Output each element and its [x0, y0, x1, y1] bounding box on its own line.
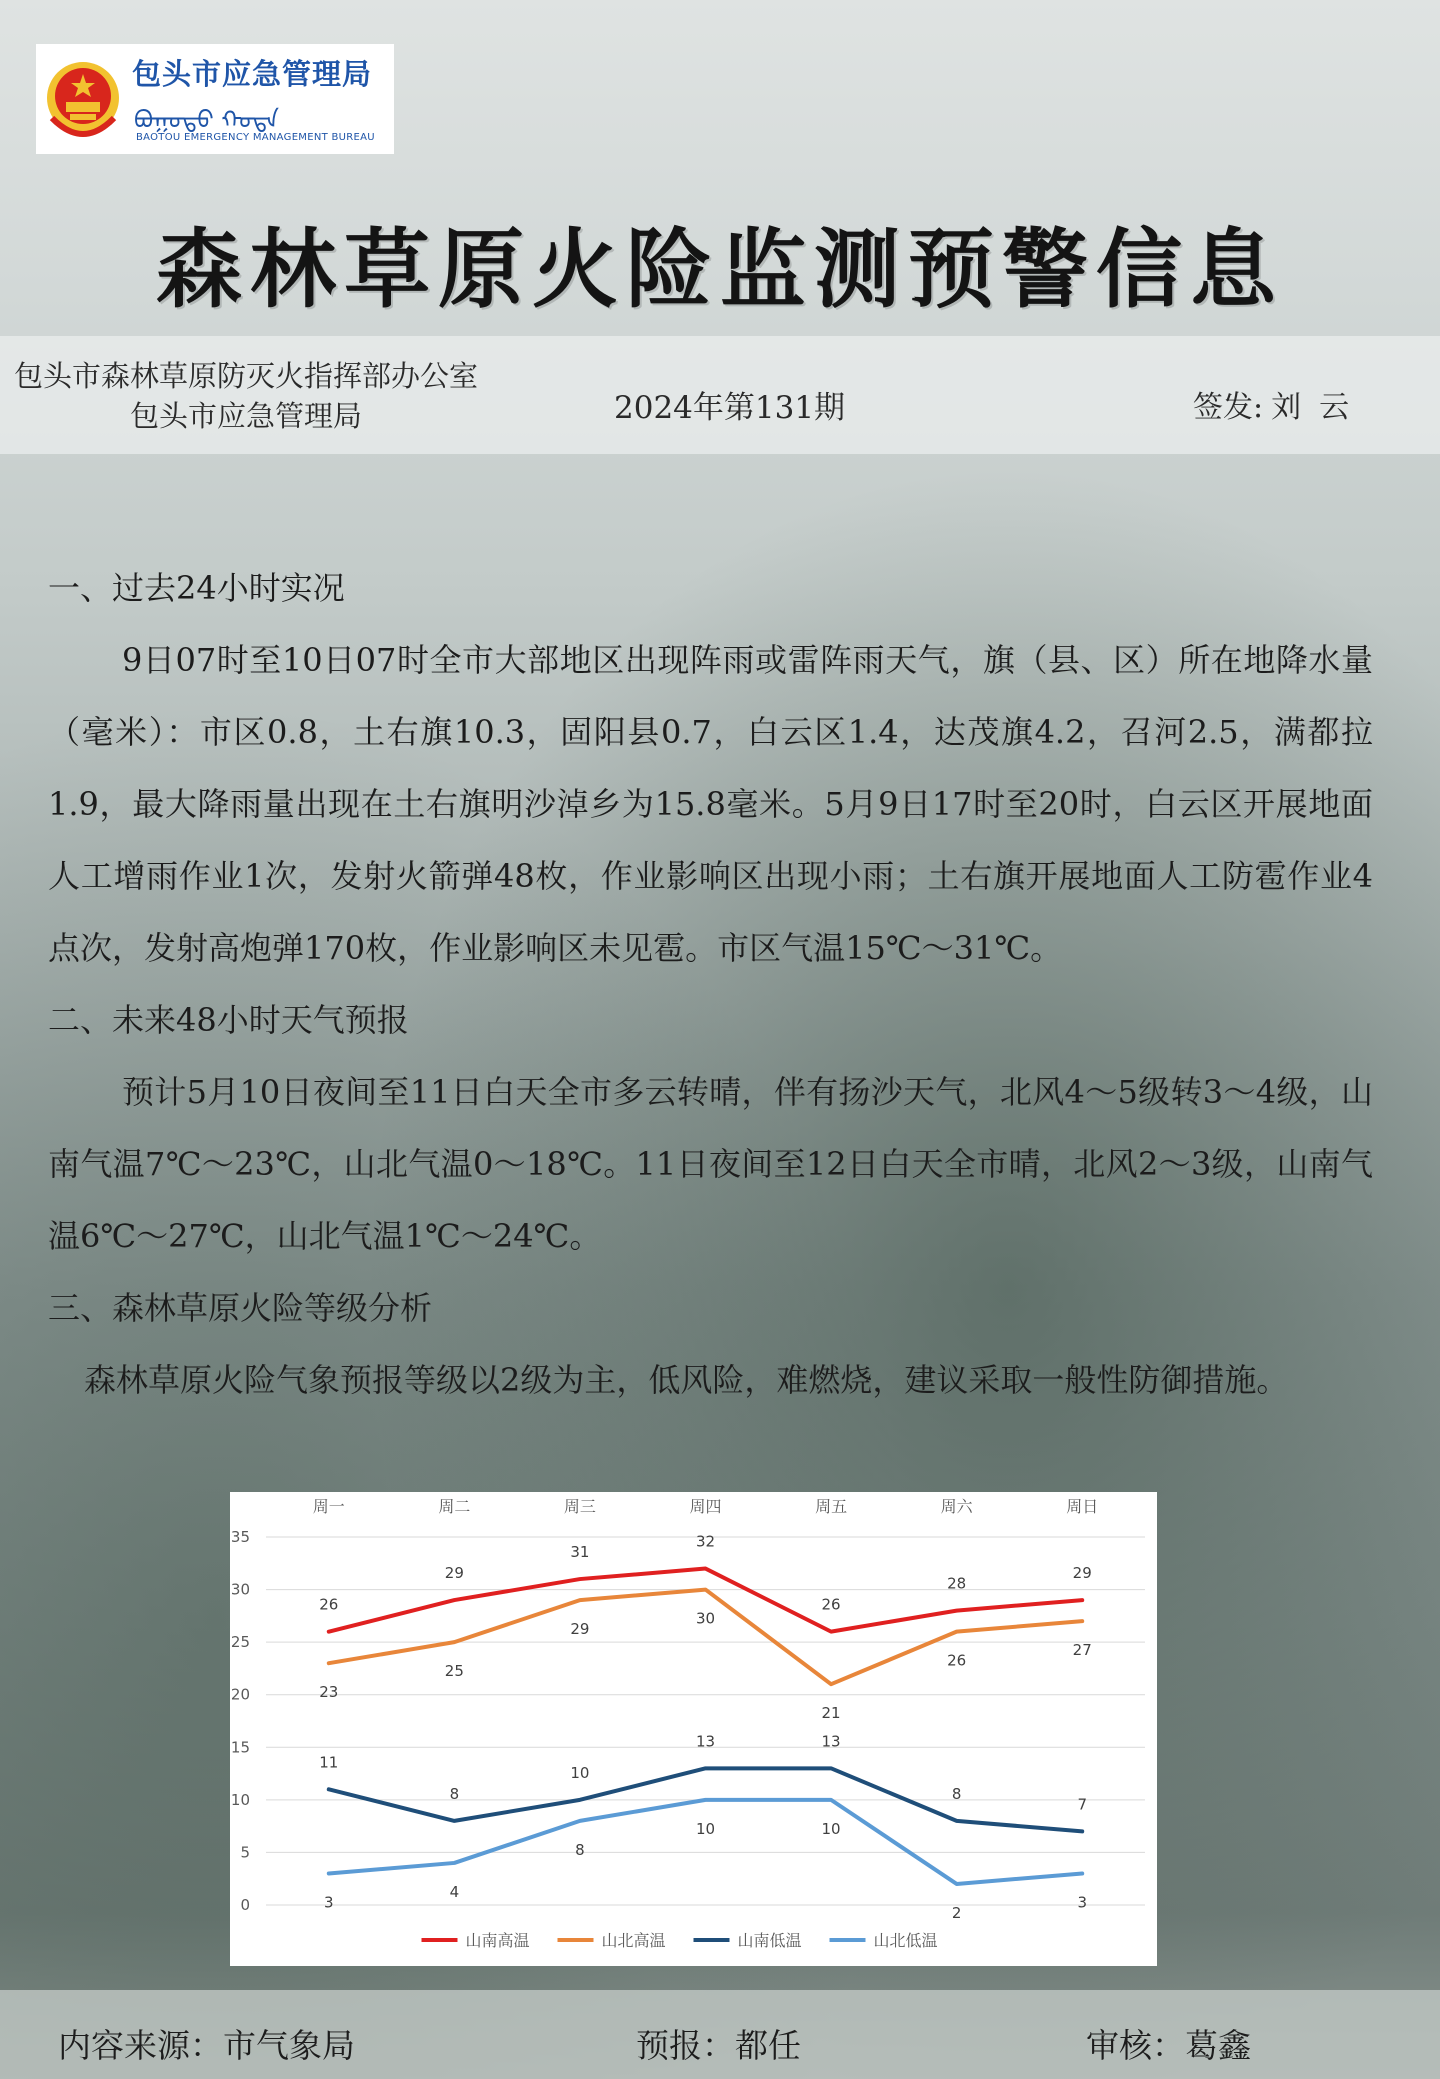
data-label: 26 — [319, 1595, 339, 1614]
y-tick-label: 25 — [230, 1633, 250, 1652]
data-label: 8 — [951, 1784, 962, 1803]
footer-reviewer: 审核：葛鑫 — [1086, 2026, 1251, 2065]
signer — [1193, 382, 1367, 426]
x-tick-label: 周二 — [438, 1497, 471, 1516]
temperature-chart — [230, 1492, 1157, 1966]
legend-label: 山南低温 — [737, 1931, 802, 1950]
section-3-title: 三、森林草原火险等级分析 — [48, 1289, 433, 1327]
data-label: 31 — [570, 1543, 590, 1562]
data-label: 2 — [951, 1903, 962, 1922]
data-label: 10 — [821, 1819, 841, 1838]
data-label: 7 — [1077, 1795, 1087, 1814]
data-label: 23 — [319, 1683, 339, 1702]
data-label: 25 — [444, 1662, 464, 1681]
y-tick-label: 0 — [240, 1896, 250, 1914]
issuer-line-1: 包头市森林草原防灭火指挥部办公室 — [14, 359, 479, 393]
data-label: 8 — [575, 1840, 585, 1859]
section-2-text: 预计5月10日夜间至11日白天全市多云转晴，伴有扬沙天气，北风4～5级转3～4级，山南气温7℃～23℃，山北气温0～18℃。11日夜间至12日白天全市晴，北风2～3级，山南气温6℃～27℃，山北气温1℃～24℃。 — [48, 1073, 1373, 1255]
data-label: 10 — [570, 1763, 590, 1782]
data-label: 3 — [324, 1893, 334, 1912]
x-tick-label: 周日 — [1066, 1497, 1099, 1516]
signer-name: 刘云 — [1271, 390, 1368, 425]
x-tick-label: 周三 — [563, 1497, 596, 1516]
issuer-line-2: 包头市应急管理局 — [130, 399, 363, 433]
data-label: 27 — [1072, 1641, 1092, 1660]
footer-forecaster: 预报：都任 — [636, 2026, 801, 2065]
issue-number: 2024年第131期 — [614, 390, 846, 426]
section-1-text: 9日07时至10日07时全市大部地区出现阵雨或雷阵雨天气，旗（县、区）所在地降水量（毫米）：市区0.8，土右旗10.3，固阳县0.7，白云区1.4，达茂旗4.2，召河2.5，满都拉1.9，最大降雨量出现在土右旗明沙淖乡为15.8毫米。5月9日17时至20时，白云区开展地面人工增雨作业1次，发射火箭弹48枚，作业影响区出现小雨；土右旗开展地面人工防雹作业4点次，发射高炮弹170枚，作业影响区未见雹。市区气温15℃～31℃。 — [48, 641, 1373, 967]
section-3-text: 森林草原火险气象预报等级以2级为主，低风险，难燃烧，建议采取一般性防御措施。 — [84, 1361, 1289, 1399]
national-emblem-icon — [42, 58, 124, 142]
footer-source: 内容来源：市气象局 — [58, 2026, 355, 2065]
data-label: 8 — [449, 1784, 460, 1803]
y-tick-label: 5 — [240, 1843, 250, 1862]
data-label: 13 — [821, 1732, 841, 1751]
temperature-chart-svg — [230, 1492, 1157, 1966]
data-label: 21 — [821, 1704, 841, 1723]
data-label: 29 — [444, 1564, 464, 1583]
y-tick-label: 30 — [230, 1580, 250, 1599]
data-label: 29 — [570, 1620, 590, 1639]
data-label: 29 — [1072, 1564, 1092, 1583]
legend-label: 山北低温 — [873, 1931, 938, 1950]
data-label: 26 — [821, 1595, 841, 1614]
legend-label: 山北高温 — [601, 1931, 666, 1950]
data-label: 30 — [695, 1609, 716, 1628]
data-label: 28 — [947, 1574, 967, 1593]
data-label: 11 — [319, 1753, 339, 1772]
data-label: 13 — [695, 1732, 716, 1751]
footer-band — [0, 1990, 1440, 2079]
logo-name-cn: 包头市应急管理局 — [132, 57, 373, 91]
issuer — [14, 356, 478, 436]
y-tick-label: 10 — [230, 1790, 250, 1809]
legend-label: 山南高温 — [465, 1931, 530, 1950]
data-label: 32 — [695, 1532, 716, 1551]
x-tick-label: 周五 — [815, 1497, 848, 1516]
x-tick-label: 周一 — [312, 1497, 345, 1516]
signer-label: 签发: — [1193, 390, 1264, 425]
y-tick-label: 35 — [230, 1528, 250, 1546]
page-title: 森林草原火险监测预警信息 — [156, 219, 1284, 320]
logo-name-script: ᠪᠤᠭᠤᠲᠤ ᠬᠣᠲᠠ — [134, 106, 279, 134]
data-label: 26 — [947, 1651, 967, 1670]
series-line — [329, 1800, 1082, 1884]
data-label: 4 — [449, 1882, 460, 1901]
x-tick-label: 周四 — [689, 1497, 722, 1516]
section-2-title: 二、未来48小时天气预报 — [48, 1001, 409, 1039]
y-tick-label: 15 — [230, 1738, 250, 1757]
section-1-title: 一、过去24小时实况 — [48, 569, 345, 607]
data-label: 10 — [695, 1819, 716, 1838]
data-label: 3 — [1077, 1893, 1087, 1912]
report-body — [48, 552, 1373, 1416]
bureau-logo — [36, 44, 394, 154]
x-tick-label: 周六 — [940, 1497, 973, 1516]
logo-name-en: BAOTOU EMERGENCY MANAGEMENT BUREAU — [136, 132, 375, 143]
y-tick-label: 20 — [230, 1685, 250, 1704]
